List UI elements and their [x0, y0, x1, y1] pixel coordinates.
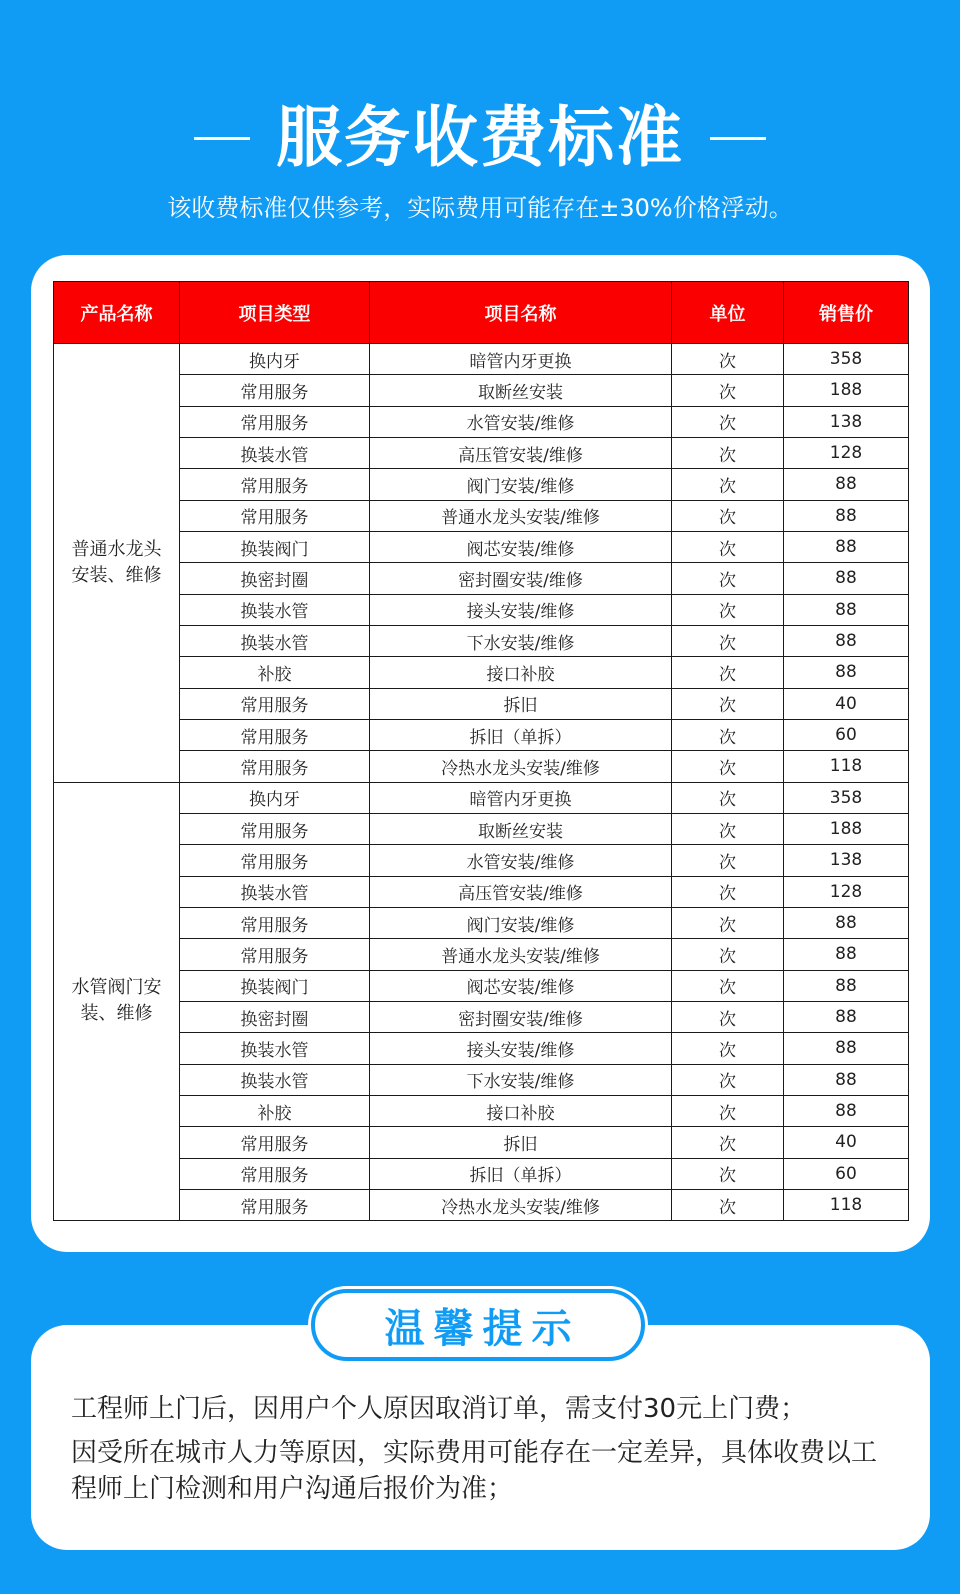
unit-cell: 次: [672, 344, 784, 375]
notice-item: 因受所在城市人力等原因，实际费用可能存在一定差异，具体收费以工程师上门检测和用户沟通后报价为准；: [71, 1438, 878, 1504]
item-type-cell: 换装水管: [180, 876, 370, 907]
price-cell: 128: [784, 876, 909, 907]
table-row: [54, 437, 909, 468]
item-type-cell: 换密封圈: [180, 1001, 370, 1032]
item-type-cell: 换装阀门: [180, 970, 370, 1001]
price-cell: 358: [784, 782, 909, 813]
title-left-dash: [194, 137, 250, 140]
price-cell: 88: [784, 531, 909, 562]
unit-cell: 次: [672, 970, 784, 1001]
unit-cell: 次: [672, 500, 784, 531]
item-name-cell: 拆旧（单拆）: [370, 1158, 672, 1189]
item-type-cell: 常用服务: [180, 375, 370, 406]
item-type-cell: 常用服务: [180, 907, 370, 938]
table-row: [54, 1033, 909, 1064]
header-product-name: 产品名称: [54, 282, 180, 344]
price-cell: 138: [784, 406, 909, 437]
table-row: [54, 469, 909, 500]
table-row: [54, 500, 909, 531]
notice-title: 温馨提示: [384, 1305, 581, 1352]
price-cell: 88: [784, 1033, 909, 1064]
price-cell: 88: [784, 594, 909, 625]
unit-cell: 次: [672, 845, 784, 876]
price-cell: 128: [784, 437, 909, 468]
item-name-cell: 密封圈安装/维修: [370, 1001, 672, 1032]
item-type-cell: 换内牙: [180, 344, 370, 375]
item-type-cell: 常用服务: [180, 688, 370, 719]
price-cell: 88: [784, 1095, 909, 1126]
unit-cell: 次: [672, 563, 784, 594]
unit-cell: 次: [672, 594, 784, 625]
price-cell: 88: [784, 500, 909, 531]
notice-list: [71, 1391, 901, 1515]
price-cell: 88: [784, 1001, 909, 1032]
unit-cell: 次: [672, 406, 784, 437]
table-row: [54, 907, 909, 938]
table-row: [54, 406, 909, 437]
notice-title-pill: [311, 1289, 645, 1361]
item-name-cell: 高压管安装/维修: [370, 437, 672, 468]
item-name-cell: 接头安装/维修: [370, 594, 672, 625]
unit-cell: 次: [672, 469, 784, 500]
table-row: [54, 375, 909, 406]
price-cell: 118: [784, 751, 909, 782]
item-name-cell: 暗管内牙更换: [370, 782, 672, 813]
unit-cell: 次: [672, 657, 784, 688]
item-name-cell: 水管安装/维修: [370, 845, 672, 876]
item-name-cell: 冷热水龙头安装/维修: [370, 1189, 672, 1220]
table-row: [54, 344, 909, 375]
title-right-dash: [710, 137, 766, 140]
unit-cell: 次: [672, 625, 784, 656]
item-name-cell: 下水安装/维修: [370, 1064, 672, 1095]
item-name-cell: 接口补胶: [370, 1095, 672, 1126]
unit-cell: 次: [672, 813, 784, 844]
item-name-cell: 拆旧: [370, 1127, 672, 1158]
unit-cell: 次: [672, 1158, 784, 1189]
unit-cell: 次: [672, 688, 784, 719]
table-row: [54, 876, 909, 907]
item-name-cell: 密封圈安装/维修: [370, 563, 672, 594]
price-table: [53, 281, 909, 1221]
item-name-cell: 高压管安装/维修: [370, 876, 672, 907]
table-row: [54, 657, 909, 688]
table-row: [54, 719, 909, 750]
table-row: [54, 939, 909, 970]
table-row: [54, 970, 909, 1001]
unit-cell: 次: [672, 1127, 784, 1158]
item-type-cell: 常用服务: [180, 500, 370, 531]
price-cell: 88: [784, 563, 909, 594]
price-cell: 88: [784, 907, 909, 938]
unit-cell: 次: [672, 1001, 784, 1032]
header-unit: 单位: [672, 282, 784, 344]
unit-cell: 次: [672, 375, 784, 406]
notice-item: 工程师上门后，因用户个人原因取消订单，需支付30元上门费；: [71, 1394, 807, 1424]
item-name-cell: 普通水龙头安装/维修: [370, 939, 672, 970]
item-name-cell: 阀芯安装/维修: [370, 970, 672, 1001]
price-cell: 88: [784, 939, 909, 970]
item-type-cell: 常用服务: [180, 751, 370, 782]
price-cell: 40: [784, 688, 909, 719]
unit-cell: 次: [672, 782, 784, 813]
item-type-cell: 常用服务: [180, 1127, 370, 1158]
unit-cell: 次: [672, 751, 784, 782]
page-subtitle: 该收费标准仅供参考，实际费用可能存在±30%价格浮动。: [167, 194, 793, 222]
page-title: 服务收费标准: [276, 99, 684, 176]
price-cell: 60: [784, 719, 909, 750]
price-cell: 358: [784, 344, 909, 375]
item-type-cell: 换密封圈: [180, 563, 370, 594]
table-header-row: [54, 282, 909, 344]
unit-cell: 次: [672, 1064, 784, 1095]
item-type-cell: 常用服务: [180, 1189, 370, 1220]
item-name-cell: 冷热水龙头安装/维修: [370, 751, 672, 782]
item-type-cell: 换装阀门: [180, 531, 370, 562]
unit-cell: 次: [672, 1095, 784, 1126]
price-cell: 88: [784, 970, 909, 1001]
item-name-cell: 接口补胶: [370, 657, 672, 688]
unit-cell: 次: [672, 876, 784, 907]
table-row: [54, 782, 909, 813]
table-row: [54, 1095, 909, 1126]
unit-cell: 次: [672, 437, 784, 468]
item-name-cell: 下水安装/维修: [370, 625, 672, 656]
item-name-cell: 取断丝安装: [370, 375, 672, 406]
price-cell: 88: [784, 469, 909, 500]
price-cell: 138: [784, 845, 909, 876]
table-row: [54, 1001, 909, 1032]
item-name-cell: 阀门安装/维修: [370, 907, 672, 938]
table-row: [54, 813, 909, 844]
item-name-cell: 阀芯安装/维修: [370, 531, 672, 562]
header-item-type: 项目类型: [180, 282, 370, 344]
table-row: [54, 1189, 909, 1220]
item-type-cell: 常用服务: [180, 1158, 370, 1189]
title-row: [0, 98, 960, 178]
item-name-cell: 取断丝安装: [370, 813, 672, 844]
item-type-cell: 换装水管: [180, 1033, 370, 1064]
table-row: [54, 1127, 909, 1158]
table-row: [54, 625, 909, 656]
item-name-cell: 暗管内牙更换: [370, 344, 672, 375]
unit-cell: 次: [672, 1189, 784, 1220]
item-name-cell: 拆旧: [370, 688, 672, 719]
price-cell: 188: [784, 813, 909, 844]
header-price: 销售价: [784, 282, 909, 344]
table-row: [54, 563, 909, 594]
item-type-cell: 补胶: [180, 657, 370, 688]
item-type-cell: 常用服务: [180, 813, 370, 844]
item-type-cell: 补胶: [180, 1095, 370, 1126]
unit-cell: 次: [672, 907, 784, 938]
table-row: [54, 845, 909, 876]
item-type-cell: 常用服务: [180, 719, 370, 750]
price-cell: 188: [784, 375, 909, 406]
item-name-cell: 阀门安装/维修: [370, 469, 672, 500]
table-row: [54, 1064, 909, 1095]
price-cell: 118: [784, 1189, 909, 1220]
item-type-cell: 常用服务: [180, 469, 370, 500]
item-type-cell: 换内牙: [180, 782, 370, 813]
price-cell: 40: [784, 1127, 909, 1158]
unit-cell: 次: [672, 719, 784, 750]
product-name-cell: 普通水龙头安装、维修: [54, 344, 180, 783]
item-name-cell: 接头安装/维修: [370, 1033, 672, 1064]
unit-cell: 次: [672, 939, 784, 970]
unit-cell: 次: [672, 531, 784, 562]
table-row: [54, 531, 909, 562]
item-type-cell: 换装水管: [180, 625, 370, 656]
price-cell: 88: [784, 1064, 909, 1095]
price-cell: 88: [784, 625, 909, 656]
item-type-cell: 换装水管: [180, 1064, 370, 1095]
header-item-name: 项目名称: [370, 282, 672, 344]
price-cell: 88: [784, 657, 909, 688]
price-table-card: [31, 255, 930, 1252]
table-row: [54, 594, 909, 625]
item-type-cell: 常用服务: [180, 845, 370, 876]
item-name-cell: 水管安装/维修: [370, 406, 672, 437]
item-type-cell: 换装水管: [180, 437, 370, 468]
table-row: [54, 1158, 909, 1189]
price-cell: 60: [784, 1158, 909, 1189]
item-type-cell: 常用服务: [180, 939, 370, 970]
table-row: [54, 688, 909, 719]
item-type-cell: 换装水管: [180, 594, 370, 625]
item-name-cell: 普通水龙头安装/维修: [370, 500, 672, 531]
price-table-body: [54, 344, 909, 1221]
unit-cell: 次: [672, 1033, 784, 1064]
item-type-cell: 常用服务: [180, 406, 370, 437]
item-name-cell: 拆旧（单拆）: [370, 719, 672, 750]
table-row: [54, 751, 909, 782]
product-name-cell: 水管阀门安装、维修: [54, 782, 180, 1221]
